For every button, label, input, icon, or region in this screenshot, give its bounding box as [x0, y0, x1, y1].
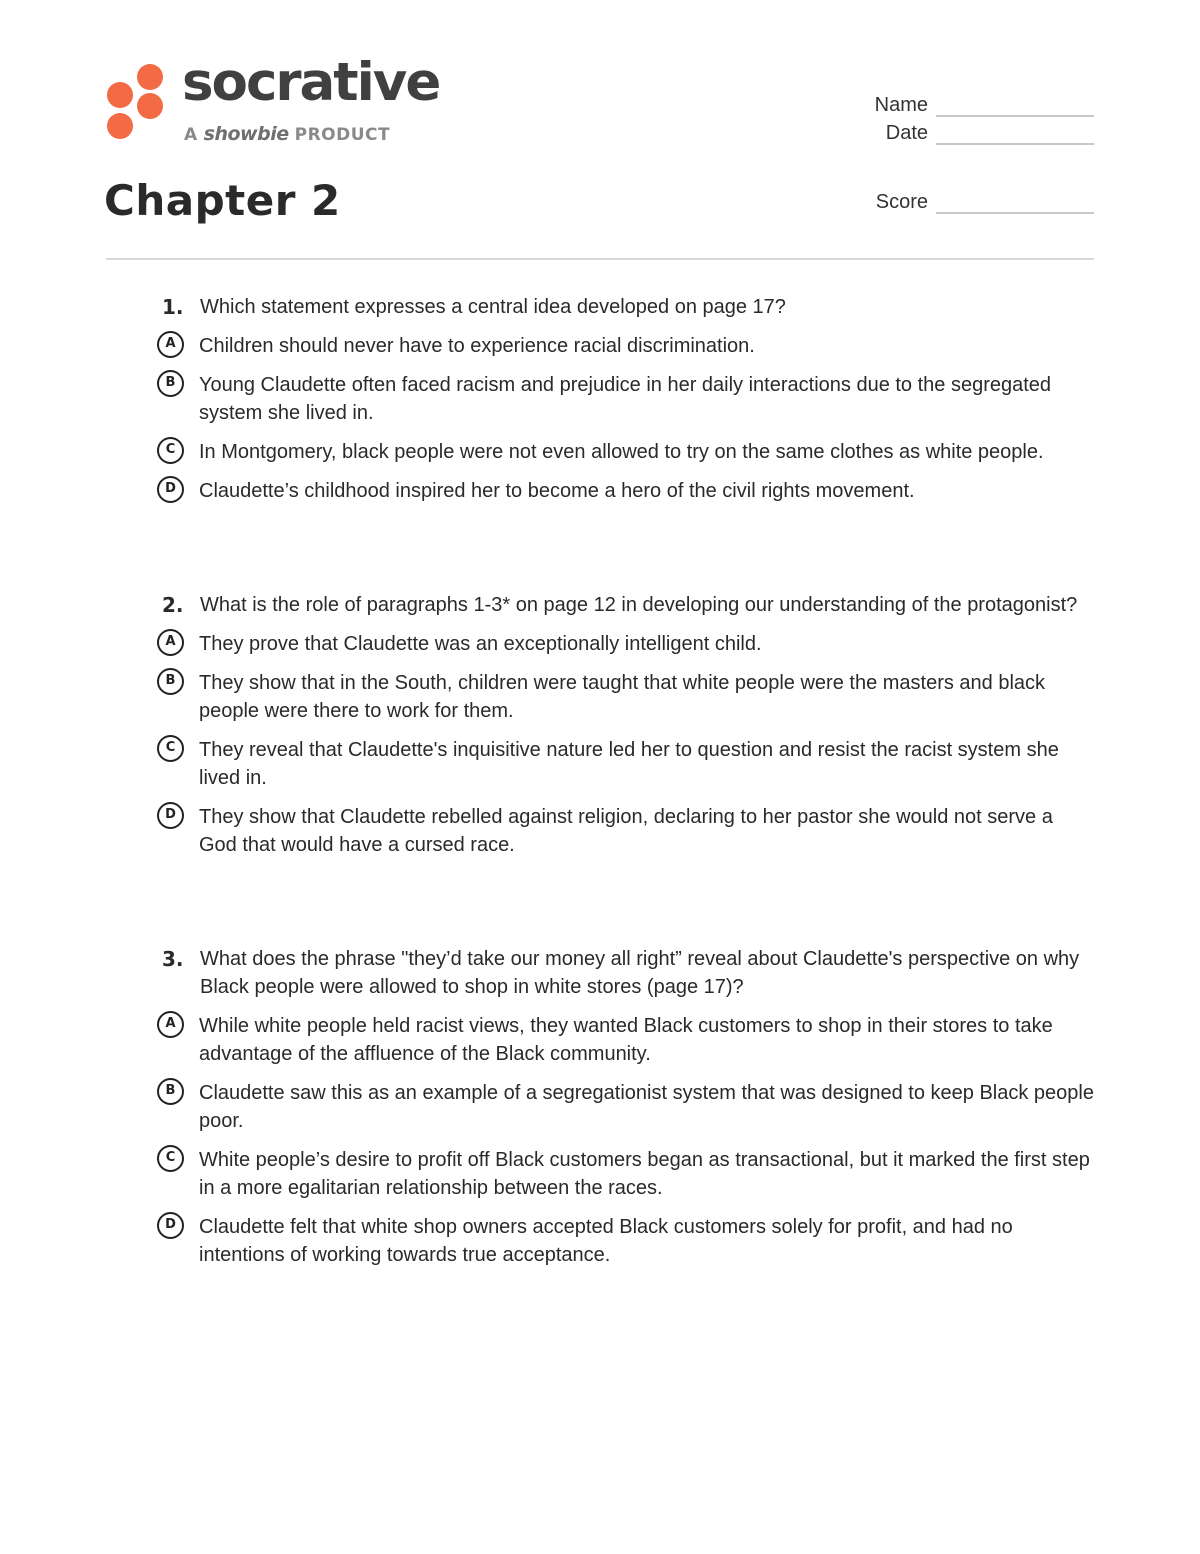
question-3-prompt	[106, 945, 1096, 1001]
question-2-option-d[interactable]	[106, 803, 1096, 859]
page-title: Chapter 2	[104, 176, 341, 225]
date-blank-line[interactable]	[936, 143, 1094, 145]
question-1-text: Which statement expresses a central idea developed on page 17?	[200, 296, 786, 318]
date-label: Date	[885, 122, 928, 144]
name-label: Name	[874, 94, 928, 116]
option-text: They reveal that Claudette's inquisitive nature led her to question and resist the racist system she lived in.	[199, 739, 1059, 789]
hexagon-cluster-icon	[104, 62, 168, 146]
question-1	[106, 293, 1096, 505]
header-divider	[106, 258, 1094, 260]
score-label: Score	[875, 191, 928, 213]
question-1-option-b[interactable]	[106, 371, 1096, 427]
tagline-suffix: PRODUCT	[294, 125, 391, 145]
option-b-circle-icon[interactable]: B	[157, 370, 184, 397]
question-1-option-a[interactable]	[106, 332, 1096, 360]
question-3	[106, 945, 1096, 1269]
question-3-option-a[interactable]	[106, 1012, 1096, 1068]
option-text: Young Claudette often faced racism and prejudice in her daily interactions due to the segregated system she lived in.	[199, 374, 1052, 424]
question-1-prompt	[106, 293, 1096, 321]
tagline-brand: showbie	[203, 123, 289, 145]
question-3-number: 3.	[162, 947, 184, 971]
option-text: In Montgomery, black people were not even allowed to try on the same clothes as white people.	[199, 441, 1044, 463]
question-3-option-c[interactable]	[106, 1146, 1096, 1202]
option-d-circle-icon[interactable]: D	[157, 802, 184, 829]
option-text: Children should never have to experience racial discrimination.	[199, 335, 755, 357]
option-text: They show that in the South, children were taught that white people were the masters and black people were there to work for them.	[199, 672, 1046, 722]
date-field[interactable]	[850, 122, 1100, 148]
question-2-text: What is the role of paragraphs 1-3* on page 12 in developing our understanding of the protagonist?	[200, 594, 1078, 616]
tagline-prefix: A	[184, 125, 198, 145]
option-text: They show that Claudette rebelled against religion, declaring to her pastor she would not serve a God that would have a cursed race.	[199, 806, 1053, 856]
question-1-option-d[interactable]	[106, 477, 1096, 505]
name-field[interactable]	[850, 94, 1100, 120]
option-d-circle-icon[interactable]: D	[157, 476, 184, 503]
question-3-text: What does the phrase "they’d take our money all right” reveal about Claudette's perspective on why Black people were allowed to shop in white stores (page 17)?	[200, 948, 1080, 998]
question-2-number: 2.	[162, 593, 184, 617]
option-text: They prove that Claudette was an exceptionally intelligent child.	[199, 633, 762, 655]
question-2-prompt	[106, 591, 1096, 619]
option-a-circle-icon[interactable]: A	[157, 629, 184, 656]
question-2-option-b[interactable]	[106, 669, 1096, 725]
brand-tagline	[184, 125, 390, 144]
option-c-circle-icon[interactable]: C	[157, 437, 184, 464]
option-text: White people’s desire to profit off Black customers began as transactional, but it marked the first step in a more egalitarian relationship between the races.	[199, 1149, 1090, 1199]
option-text: Claudette saw this as an example of a segregationist system that was designed to keep Black people poor.	[199, 1082, 1094, 1132]
brand-wordmark: socrative	[182, 52, 440, 113]
option-c-circle-icon[interactable]: C	[157, 735, 184, 762]
question-2-option-a[interactable]	[106, 630, 1096, 658]
question-3-option-b[interactable]	[106, 1079, 1096, 1135]
option-b-circle-icon[interactable]: B	[157, 668, 184, 695]
name-blank-line[interactable]	[936, 115, 1094, 117]
question-3-option-d[interactable]	[106, 1213, 1096, 1269]
option-text: Claudette felt that white shop owners accepted Black customers solely for profit, and had no intentions of working towards true acceptance.	[199, 1216, 1013, 1266]
option-a-circle-icon[interactable]: A	[157, 1011, 184, 1038]
option-b-circle-icon[interactable]: B	[157, 1078, 184, 1105]
option-d-circle-icon[interactable]: D	[157, 1212, 184, 1239]
question-1-number: 1.	[162, 295, 184, 319]
option-text: Claudette’s childhood inspired her to become a hero of the civil rights movement.	[199, 480, 915, 502]
question-2	[106, 591, 1096, 859]
option-text: While white people held racist views, they wanted Black customers to shop in their stores to take advantage of the affluence of the Black community.	[199, 1015, 1053, 1065]
option-a-circle-icon[interactable]: A	[157, 331, 184, 358]
score-blank-line[interactable]	[936, 212, 1094, 214]
option-c-circle-icon[interactable]: C	[157, 1145, 184, 1172]
socrative-logo	[104, 52, 464, 148]
score-field[interactable]	[850, 191, 1100, 217]
question-2-option-c[interactable]	[106, 736, 1096, 792]
question-1-option-c[interactable]	[106, 438, 1096, 466]
